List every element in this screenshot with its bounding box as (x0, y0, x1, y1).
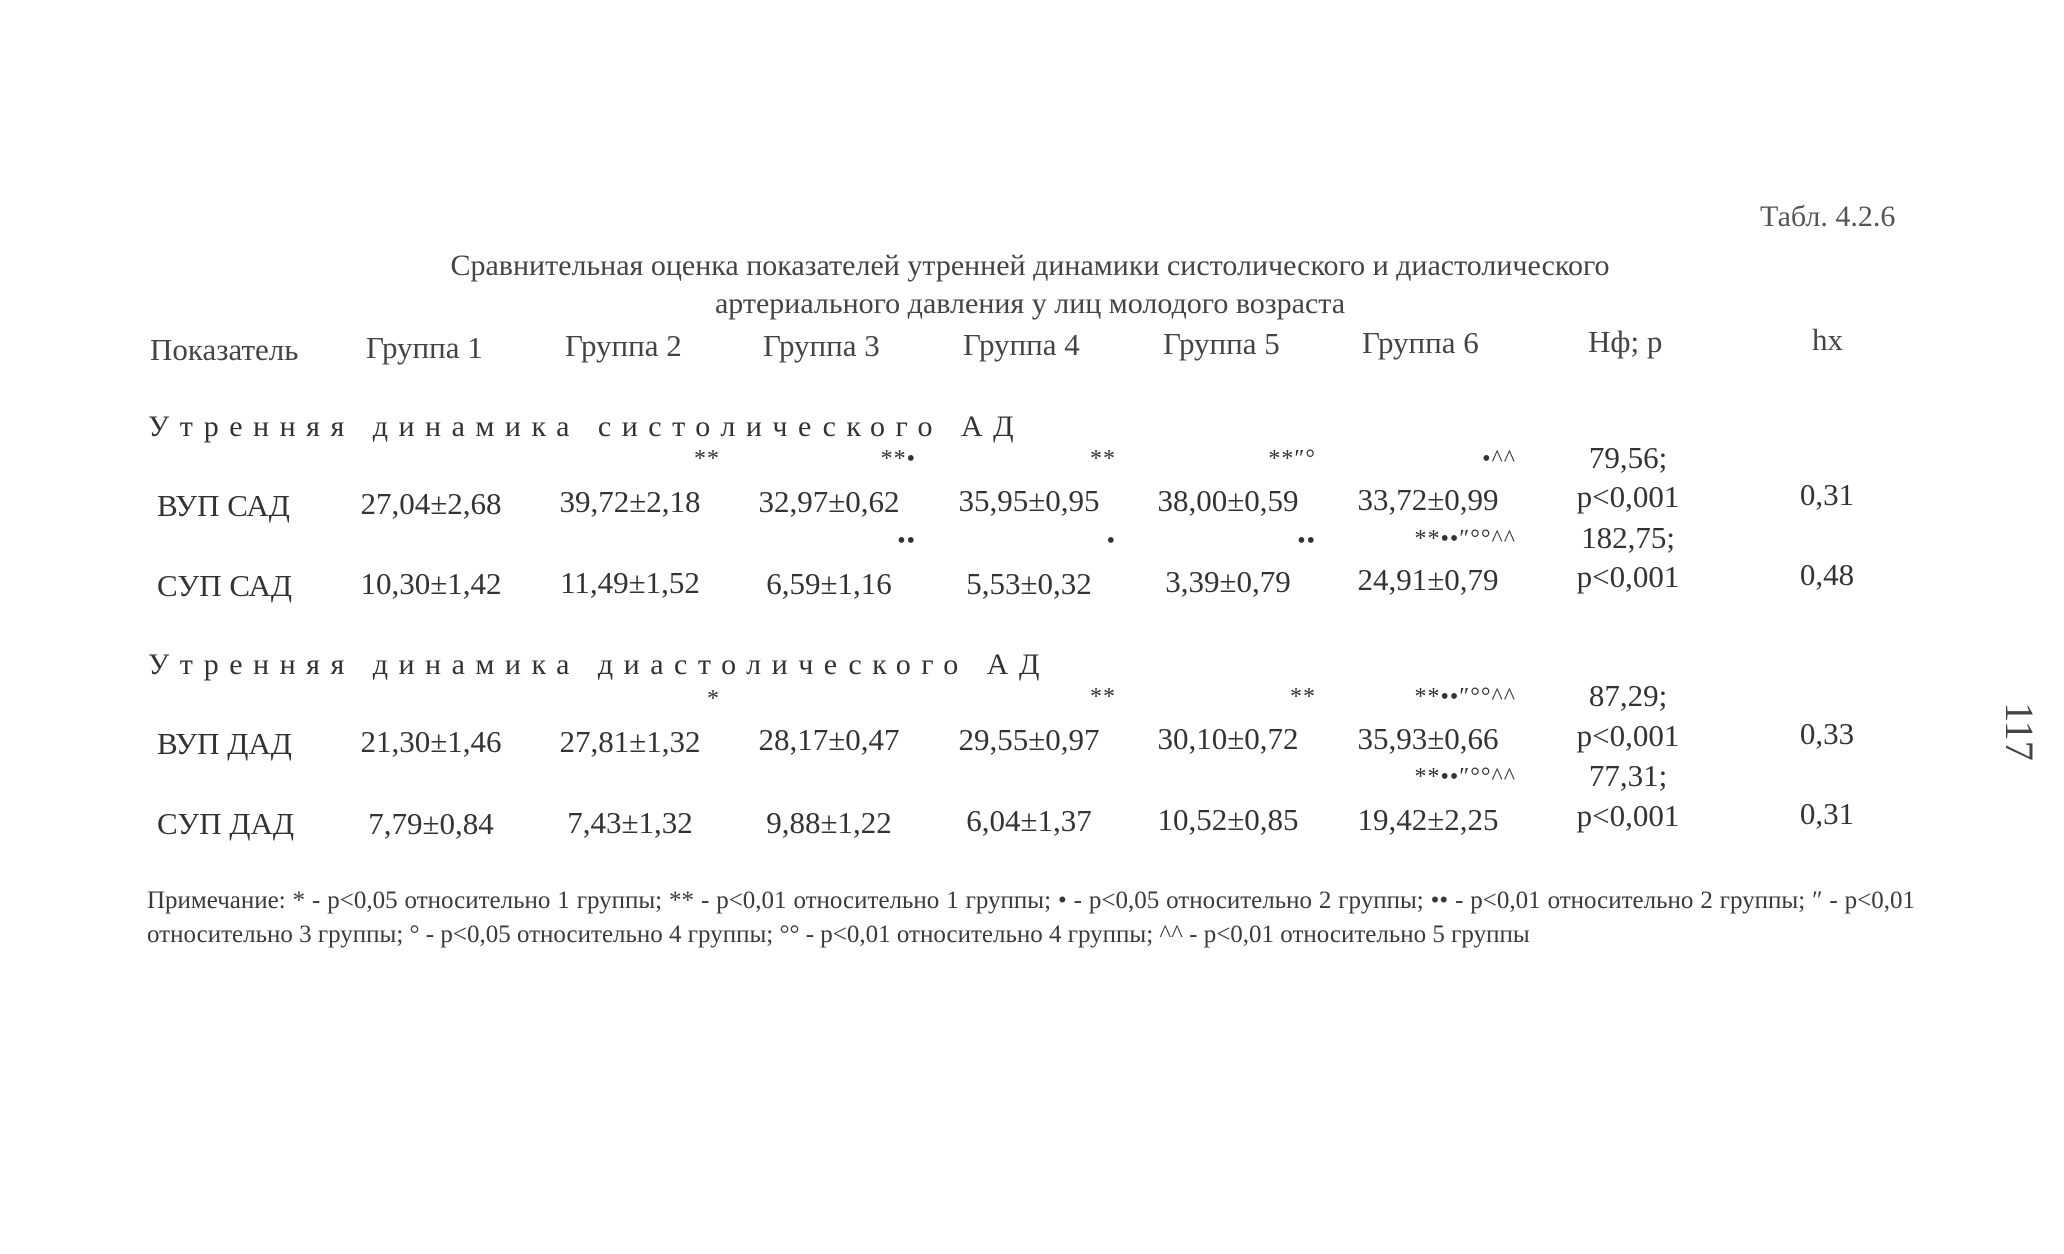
p-value: p<0,001 (1576, 479, 1680, 514)
header-group-2: Группа 2 (565, 328, 682, 363)
table-number: Табл. 4.2.6 (1760, 200, 1896, 233)
hx-value: 0,31 (1799, 796, 1855, 831)
row-label: ВУП САД (157, 488, 290, 523)
significance-mark: ** (1090, 446, 1116, 472)
hx-value: 0,31 (1799, 477, 1855, 512)
table-cell: 24,91±0,79 (1357, 562, 1499, 597)
significance-mark: •• (897, 528, 916, 554)
p-value: p<0,001 (1576, 798, 1680, 833)
table-cell: 39,72±2,18 (559, 484, 701, 519)
table-cell: 5,53±0,32 (966, 566, 1092, 601)
row-label: СУП САД (157, 568, 293, 603)
table-cell: 19,42±2,25 (1357, 802, 1499, 837)
header-group-3: Группа 3 (763, 328, 880, 363)
hf-value: 87,29; (1588, 678, 1668, 713)
row-label: СУП ДАД (157, 806, 295, 841)
significance-mark: ** (1090, 684, 1116, 710)
table-cell: 27,81±1,32 (559, 724, 701, 759)
table-cell: 32,97±0,62 (758, 484, 900, 519)
significance-mark: •^^ (1482, 446, 1516, 472)
table-cell: 35,93±0,66 (1357, 721, 1499, 756)
row-label: ВУП ДАД (157, 726, 292, 761)
table-cell: 6,59±1,16 (766, 566, 892, 601)
hf-value: 79,56; (1588, 440, 1668, 475)
table-cell: 3,39±0,79 (1165, 564, 1291, 599)
hf-value: 182,75; (1581, 520, 1675, 555)
significance-mark: **• (880, 446, 916, 472)
section-title-systolic: Утренняя динамика систолического АД (148, 410, 1025, 443)
table-cell: 21,30±1,46 (360, 724, 502, 759)
header-indicator: Показатель (150, 332, 299, 367)
hx-value: 0,33 (1799, 716, 1855, 751)
table-cell: 10,30±1,42 (360, 566, 502, 601)
significance-mark: **″° (1268, 446, 1316, 472)
table-cell: 35,95±0,95 (958, 483, 1100, 518)
significance-mark: **••″°°^^ (1414, 764, 1516, 790)
table-cell: 11,49±1,52 (560, 565, 700, 600)
hf-value: 77,31; (1588, 758, 1668, 793)
significance-mark: * (707, 686, 720, 712)
table-cell: 7,43±1,32 (567, 805, 693, 840)
table-cell: 10,52±0,85 (1157, 802, 1299, 837)
significance-mark: • (1106, 528, 1116, 554)
table-cell: 6,04±1,37 (966, 803, 1092, 838)
section-title-diastolic: Утренняя динамика диастолического АД (148, 648, 1050, 681)
significance-mark: ** (694, 446, 720, 472)
significance-mark: •• (1297, 528, 1316, 554)
significance-mark: **••″°°^^ (1414, 684, 1516, 710)
header-hx: hx (1812, 322, 1843, 357)
table-cell: 9,88±1,22 (766, 805, 892, 840)
table-cell: 27,04±2,68 (360, 486, 502, 521)
hx-value: 0,48 (1799, 557, 1855, 592)
page-number: 117 (1996, 702, 2042, 761)
header-group-6: Группа 6 (1362, 325, 1479, 360)
table-title-line-1: Сравнительная оценка показателей утренней динамики систолического и диастолического (450, 249, 1610, 282)
table-cell: 38,00±0,59 (1157, 483, 1299, 518)
table-cell: 7,79±0,84 (368, 806, 494, 841)
table-cell: 28,17±0,47 (758, 722, 900, 757)
p-value: p<0,001 (1576, 718, 1680, 753)
table-cell: 33,72±0,99 (1357, 482, 1499, 517)
table-title-line-2: артериального давления у лиц молодого возраста (714, 287, 1346, 320)
header-hf-p: Нф; р (1588, 324, 1663, 359)
significance-mark: **••″°°^^ (1414, 526, 1516, 552)
header-group-5: Группа 5 (1163, 326, 1280, 361)
significance-mark: ** (1290, 684, 1316, 710)
table-note: Примечание: * - p<0,05 относительно 1 группы; ** - p<0,01 относительно 1 группы; • - p<0,05 относительно 2 группы; •• - p<0,01 относительно 2 группы; ″ - p<0,01 относительно 3 группы; ° - p<0,05 относительно 4 группы; °° - p<0,01 относительно 4 группы; ^^ - p<0,01 относительно 5 группы (147, 887, 1915, 948)
table-cell: 30,10±0,72 (1157, 721, 1299, 756)
table-cell: 29,55±0,97 (958, 722, 1100, 757)
header-group-4: Группа 4 (963, 327, 1080, 362)
header-group-1: Группа 1 (366, 330, 483, 365)
p-value: p<0,001 (1576, 559, 1680, 594)
